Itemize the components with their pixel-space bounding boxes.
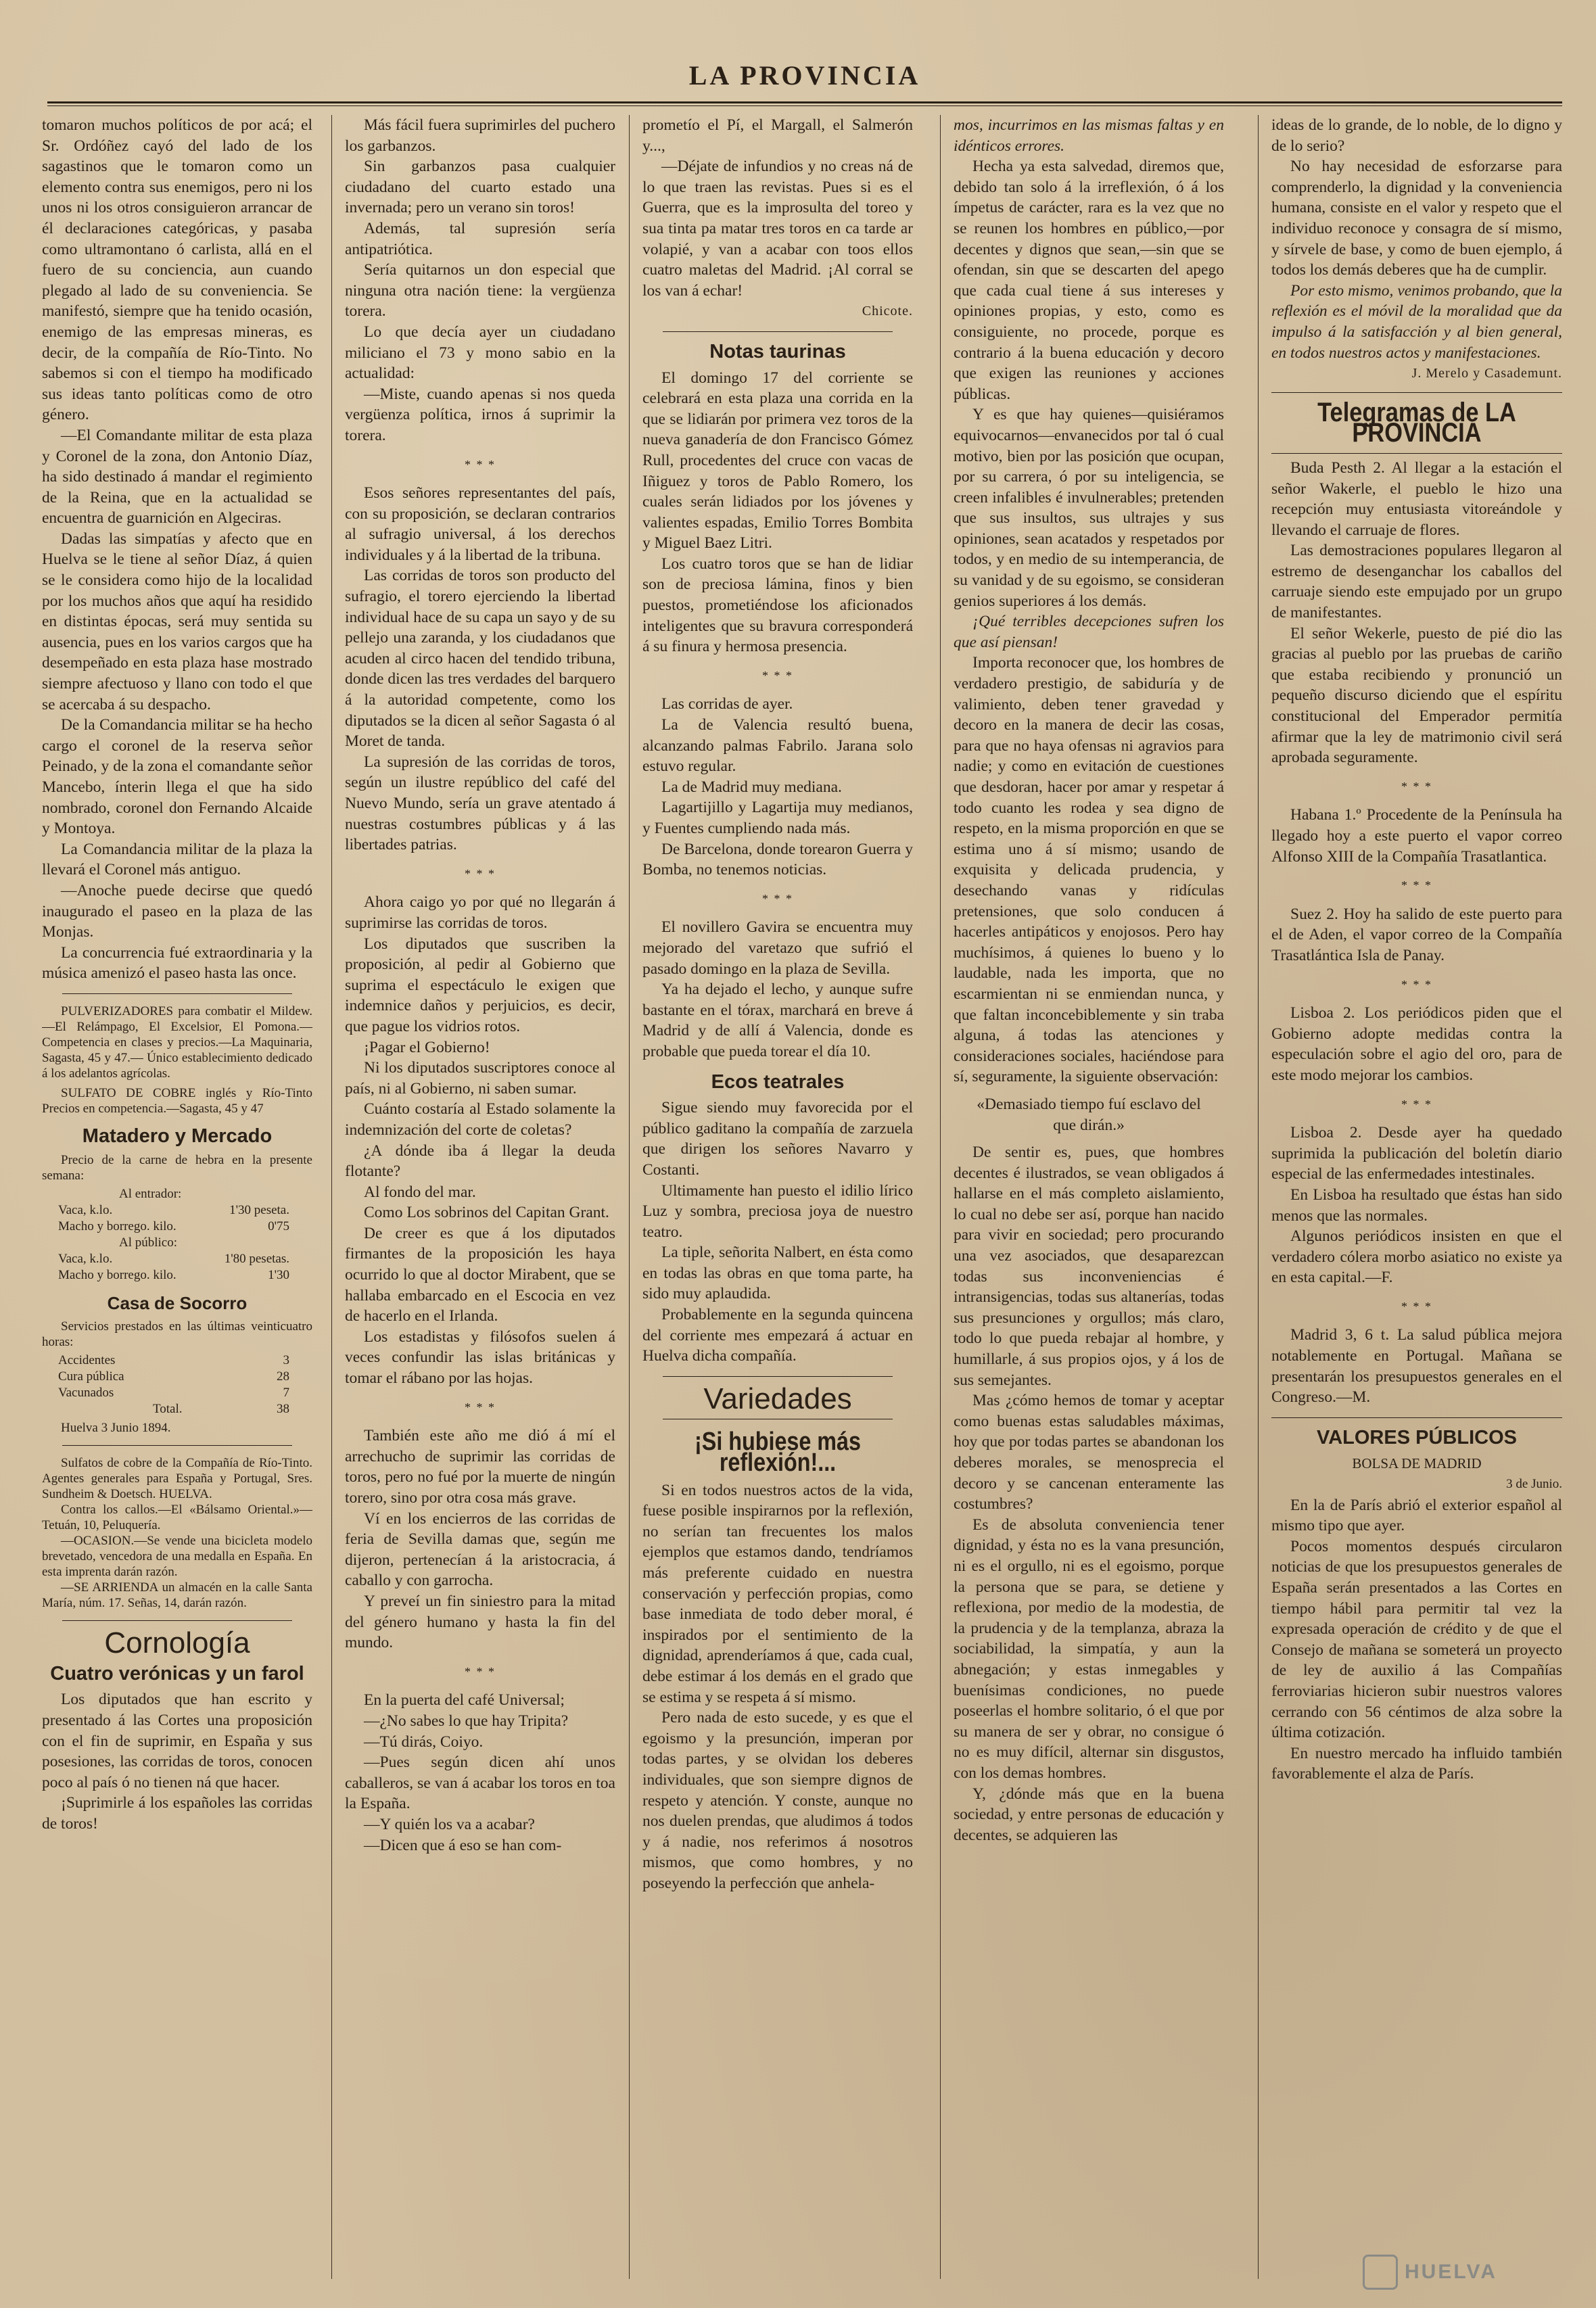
paragraph: El señor Wekerle, puesto de pié dio las gracias al pueblo por las pruebas de cariño que estaba recibiendo y pronunció un pequeño discurso diciendo que el espíritu constitucional del Emperador permitía afirmar que la ley de matrimonio civil será aprobada seguramente.: [1271, 624, 1562, 767]
paragraph: Esos señores representantes del país, con su proposición, se declaran contrarios al sufragio universal, á los derechos individuales y á la libertad de la tribuna.: [345, 484, 615, 564]
paragraph: Precio de la carne de hebra en la presente semana:: [42, 1152, 312, 1183]
paragraph: —Y quién los va a acabar?: [364, 1815, 535, 1833]
asterism: * * *: [1401, 878, 1432, 893]
advertisement: —OCASION.—Se vende una bicicleta modelo brevetado, vencedora de una medalla en España. En esta imprenta darán razón.: [42, 1534, 312, 1580]
column-2: [345, 115, 615, 2279]
paragraph: Cuánto costaría al Estado solamente la indemnización del corte de coletas?: [345, 1100, 615, 1139]
asterism: * * *: [465, 866, 496, 880]
paragraph: La concurrencia fué extraordinaria y la música amenizó el paseo hasta las once.: [42, 943, 312, 983]
paragraph: Los cuatro toros que se han de lidiar son de preciosa lámina, finos y bien puestos, prometiéndose los aficionados inteligentes que su bravura corresponderá á su finura y hermosa presencia.: [642, 555, 913, 656]
paragraph: También este año me dió á mí el arrechucho de suprimir las corridas de toros, pero no fué por la muerte de ningún torero, sino por otra cosa más grave.: [345, 1427, 615, 1507]
paragraph: Lisboa 2. Los periódicos piden que el Gobierno adopte medidas contra la especulación sobre el agio del oro, para de este modo mejorar los cambios.: [1271, 1004, 1562, 1084]
article-title: ¡Si hubiese más reflexión!...: [695, 1428, 861, 1478]
paragraph: La de Madrid muy mediana.: [661, 778, 842, 796]
section-heading: Matadero y Mercado: [82, 1125, 273, 1147]
paragraph: Los diputados que suscriben la proposición, al pedir al Gobierno que suprima el espectáculo le exigen que indemnice daños y perjuicios, es decir, que pague los vidrios rotos.: [345, 935, 615, 1035]
divider: [663, 331, 893, 332]
paragraph: La de Valencia resultó buena, alcanzando palmas Fabrilo. Jarana solo estuvo regular.: [642, 716, 913, 776]
paragraph: —Tú dirás, Coiyo.: [364, 1733, 484, 1751]
paragraph: La supresión de las corridas de toros, según un ilustre repúblico del café del Nuevo Mundo, sería un grave atentado á nuestras costumbres públicas y á las libertades patrias.: [345, 753, 615, 854]
divider: [1271, 453, 1562, 454]
asterism: * * *: [1401, 1097, 1432, 1111]
paragraph: De Barcelona, donde torearon Guerra y Bomba, no tenemos noticias.: [642, 840, 913, 879]
dateline: 3 de Junio.: [1506, 1477, 1562, 1492]
table-value: 1'30 peseta.: [229, 1202, 289, 1217]
paragraph: ¡Qué terribles decepciones sufren los que así piensan!: [954, 613, 1224, 651]
advertisement: PULVERIZADORES para combatir el Mildew.—El Relámpago, El Excelsior, El Pomona.—Competencia en clases y precios.—La Maquinaria, Sagasta, 45 y 47.— Único establecimiento dedicado á los adelantos agrícolas.: [42, 1004, 312, 1081]
table-value: 1'80 pesetas.: [224, 1251, 289, 1266]
paragraph: Si en todos nuestros actos de la vida, fuese posible inspirarnos por la reflexión, no serían tan frecuentes los malos ejemplos que estamos dando, tendríamos más preferente cuidado en nuestra conservación y perfección propias, como base inmediata de todo deber moral, é inspirados por el sentimiento de la dignidad, aprenderíamos á que, cada cual, debe estimar á los demás en el grado que se estima y se respeta á sí mismo.: [642, 1481, 913, 1706]
paragraph: prometío el Pí, el Margall, el Salmerón y...,: [642, 116, 913, 155]
paragraph: Servicios prestados en las últimas veinticuatro horas:: [42, 1319, 312, 1350]
section-heading: Cornología: [104, 1626, 250, 1660]
paragraph: ¡Suprimirle á los españoles las corridas de toros!: [42, 1794, 312, 1833]
paragraph: ¿A dónde iba á llegar la deuda flotante?: [345, 1141, 615, 1181]
table-value: 28: [277, 1369, 289, 1384]
divider: [1271, 392, 1562, 393]
table-label: Vaca, k.lo.: [58, 1202, 113, 1217]
table-value: 38: [277, 1402, 289, 1417]
paragraph: De sentir es, pues, que hombres decentes é ilustrados, se vean obligados á hallarse en el más completo aislamiento, lo cual no debe ser así, porque han nacido para vivir en sociedad; pero procurando una vez asociados, que desaparezcan todas sus inconveniencias é intransigencias, todas sus altanerías, todas sus presunciones y orgullos; más claro, todo lo que pueda rebajar al hombre, y humillarle, á sus propios ojos, y á los de sus semejantes.: [954, 1144, 1224, 1389]
paragraph: —El Comandante militar de esta plaza y Coronel de la zona, don Antonio Díaz, ha sido destinado á mandar el regimiento de la Reina, que en la actualidad se encuentra de guarnición en Algeciras.: [42, 426, 312, 527]
archive-watermark: [1363, 2252, 1559, 2292]
advertisement: —SE ARRIENDA un almacén en la calle Santa María, núm. 17. Señas, 14, darán razón.: [42, 1580, 312, 1611]
paragraph: Madrid 3, 6 t. La salud pública mejora notablemente en Portugal. Mañana se presentarán los presupuestos generales en el Congreso.—M.: [1271, 1326, 1562, 1407]
masthead-rule: [47, 101, 1562, 106]
archive-logo-icon: [1363, 2255, 1398, 2290]
paragraph: Los diputados que han escrito y presentado á las Cortes una proposición con el fin de suprimir, en España y sus posesiones, las corridas de toros, conocen poco al país ó no tienen ná que hacer.: [42, 1691, 312, 1791]
divider: [663, 1376, 893, 1377]
advertisement: Sulfatos de cobre de la Compañía de Río-Tinto. Agentes generales para España y Portugal, Sres. Sundheim & Doetsch. HUELVA.: [42, 1456, 312, 1502]
paragraph: Ultimamente han puesto el idilio lírico Luz y sombra, preciosa joya de nuestro teatro.: [642, 1181, 913, 1241]
paragraph: —Anoche puede decirse que quedó inaugurado el paseo en la plaza de las Monjas.: [42, 881, 312, 941]
paragraph: Algunos periódicos insisten en que el verdadero cólera morbo asiatico no existe ya en esta capital.—F.: [1271, 1227, 1562, 1287]
article-title: Cuatro verónicas y un farol: [50, 1662, 304, 1685]
signature: Chicote.: [862, 304, 913, 319]
column-1: [42, 115, 312, 2279]
paragraph: En Lisboa ha resultado que éstas han sido menos que las normales.: [1271, 1185, 1562, 1225]
paragraph: Lo que decía ayer un ciudadano miliciano el 73 y mono sabio en la actualidad:: [345, 323, 615, 383]
paragraph: —¿No sabes lo que hay Tripita?: [364, 1712, 569, 1730]
paragraph: En la puerta del café Universal;: [364, 1691, 565, 1710]
column-5: [1271, 115, 1562, 2279]
paragraph: Como Los sobrinos del Capitan Grant.: [364, 1204, 609, 1222]
paragraph: Ví en los encierros de las corridas de feria de Sevilla damas que, según me dijeron, pertenecían á la aristocracia, á caballo y con garrocha.: [345, 1509, 615, 1590]
paragraph: El domingo 17 del corriente se celebrará en esta plaza una corrida en la que se lidiarán por primera vez toros de la nueva ganadería de don Francisco Gómez Rull, procedentes del cruce con vacas de Iñiguez y toros de Pablo Romero, los cuales serán lidiados por los jóvenes y valientes espadas, Emilio Torres Bombita y Miguel Baez Litri.: [642, 369, 913, 552]
paragraph: Dadas las simpatías y afecto que en Huelva se le tiene al señor Díaz, á quien se le considera como hijo de la localidad por los muchos años que aquí ha residido en distintas épocas, será muy sentida su ausencia, pues en los varios cargos que ha desempeñado en esta plaza hase mostrado siempre afectuoso y llano con todo el que se acercaba á su despacho.: [42, 529, 312, 713]
column-4: [954, 115, 1224, 2279]
column-divider: [629, 115, 630, 2279]
table-label: Total.: [153, 1402, 183, 1417]
paragraph: El novillero Gavira se encuentra muy mejorado del varetazo que sufrió el pasado domingo en la plaza de Sevilla.: [642, 918, 913, 978]
paragraph: tomaron muchos políticos de por acá; el Sr. Ordóñez cayó del lado de los sagastinos que le tomaron como un elemento contra sus enemigos, pero ni los unos ni los otros consiguieron arrancar de él declaraciones categóricas, y pasaba como ultramontano ó carlista, allá en el fuero de su conciencia, aun cuando plegado al lado de su conveniencia. Se manifestó, siempre que ha tenido ocasión, enemigo de las empresas mineras, es decir, de la compañía de Río-Tinto. No sabemos si con el tiempo ha modificado sus ideas tanto políticas como de otro género.: [42, 116, 312, 424]
paragraph: De creer es que á los diputados firmantes de la proposición les haya ocurrido lo que al doctor Mirabent, que se hallaba embarcado en el Escocia en vez de hacerlo en el Irlanda.: [345, 1224, 615, 1325]
paragraph: ¡Pagar el Gobierno!: [364, 1038, 490, 1056]
paragraph: En la de París abrió el exterior español al mismo tipo que ayer.: [1271, 1496, 1562, 1535]
paragraph: Más fácil fuera suprimirles del puchero los garbanzos.: [345, 116, 615, 155]
table-value: 1'30: [268, 1267, 289, 1282]
paragraph: No hay necesidad de esforzarse para comprenderlo, la dignidad y la conveniencia humana, consiste en el valor y respeto que el individuo reconoce y consagra de sí mismo, y sírvele de base, y como de buen ejemplo, á todos los demás deberes que ha de cumplir.: [1271, 158, 1562, 279]
quotation: «Demasiado tiempo fuí esclavo del que dirán.»: [977, 1095, 1201, 1134]
signature: J. Merelo y Casademunt.: [1411, 366, 1562, 381]
paragraph: Las corridas de ayer.: [661, 695, 793, 713]
paragraph: Importa reconocer que, los hombres de verdadero prestigio, de sabiduría y de valimiento, deben tener gravedad y decoro en la manera de decir las cosas, para que no haya ofensas ni agravios para nadie; y como en evitación de cuestiones que desdoran, hacer por amar y respetar á todo cuanto les rodea y sea digno de respeto, en la misma proporción en que se estima uno á sí mismo; usando de exquisita y delicada prudencia, y desechando vanas y ridículas pretensiones, que solo conducen á hacerles antipáticos y enojosos. Pero hay muchísimos, á quienes lo bueno y lo laudable, nada les importa, que no escarmientan ni se enmiendan nunca, y que faltan inconcebiblemente y sin traba alguna, á todas las atenciones y consideraciones sociales, haciéndose para sí, seguramente, la siguiente observación:: [954, 654, 1224, 1086]
paragraph: En nuestro mercado ha influido también favorablemente el alza de París.: [1271, 1744, 1562, 1783]
section-heading: Casa de Socorro: [107, 1292, 248, 1313]
price-table: [42, 1186, 312, 1283]
paragraph: La Comandancia militar de la plaza la llevará el Coronel más antiguo.: [42, 840, 312, 879]
masthead: LA PROVINCIA: [688, 60, 921, 91]
paragraph: Lisboa 2. Desde ayer ha quedado suprimida la publicación del boletín diario especial de las enfermedades intestinales.: [1271, 1124, 1562, 1183]
paragraph: Las demostraciones populares llegaron al estremo de desenganchar los caballos del carruaje siendo este empujado por un grupo de manifestantes.: [1271, 542, 1562, 622]
asterism: * * *: [762, 668, 793, 682]
paragraph: Ni los diputados suscriptores conoce al país, ni al Gobierno, ni saben sumar.: [345, 1059, 615, 1098]
socorro-table: [42, 1352, 312, 1417]
paragraph: Ya ha dejado el lecho, y aunque sufre bastante en el tórax, marchará en breve á Madrid y de allí á Valencia, donde es probable que pueda torear el día 10.: [642, 981, 913, 1060]
table-value: 0'75: [268, 1219, 289, 1233]
column-3: [642, 115, 913, 2279]
section-heading: Telegramas de LA PROVINCIA: [1317, 397, 1516, 448]
paragraph: Sin garbanzos pasa cualquier ciudadano del cuarto estado una invernada; pero un verano sin toros!: [345, 158, 615, 217]
paragraph: ideas de lo grande, de lo noble, de lo digno y de lo serio?: [1271, 116, 1562, 155]
paragraph: Es de absoluta conveniencia tener dignidad, y ésta no es la vana presunción, ni es el orgullo, ni es el egoismo, porque la persona que se para, se detiene y reflexiona, por medio de la modestia, de la prudencia y de la templanza, abraza la sociabilidad, la simpatía, y aun la abnegación; y estas inmegables y buenísimas condiciones, no puede poseerlas el hombre solitario, ó el que por su manera de ser y obrar, no consigue ó no es muy difícil, alternar sin disgustos, con los demas hombres.: [954, 1515, 1224, 1782]
table-label: Macho y borrego. kilo.: [58, 1267, 177, 1282]
paragraph: Y, ¿dónde más que en la buena sociedad, y entre personas de educación y decentes, se adquieren las: [954, 1785, 1224, 1844]
paragraph: Habana 1.º Procedente de la Península ha llegado hoy a este puerto el vapor correo Alfonso XIII de la Compañía Trasatlantica.: [1271, 806, 1562, 866]
table-value: 3: [283, 1353, 289, 1368]
divider: [1271, 1417, 1562, 1418]
table-label: Vaca, k.lo.: [58, 1251, 113, 1266]
asterism: * * *: [1401, 977, 1432, 991]
paragraph: Ahora caigo yo por qué no llegarán á suprimirse las corridas de toros.: [345, 893, 615, 932]
paragraph: De la Comandancia militar se ha hecho cargo el coronel de la reserva señor Peinado, y de la zona el comandante señor Mancebo, ínterin llega el que ha sido nombrado, coronel don Fernando Alcaide y Montoya.: [42, 716, 312, 838]
paragraph: Y preveí un fin siniestro para la mitad del género humano y hasta la fin del mundo.: [345, 1592, 615, 1652]
section-heading: Notas taurinas: [709, 340, 846, 362]
paragraph: Sería quitarnos un don especial que ninguna otra nación tiene: la vergüenza torera.: [345, 261, 615, 321]
table-label: Accidentes: [58, 1353, 116, 1368]
dateline: Huelva 3 Junio 1894.: [61, 1421, 171, 1436]
divider: [62, 993, 292, 994]
divider: [62, 1445, 292, 1446]
table-label: Al entrador:: [119, 1186, 182, 1201]
asterism: * * *: [465, 1664, 496, 1678]
asterism: * * *: [465, 1400, 496, 1414]
asterism: * * *: [1401, 1299, 1432, 1313]
asterism: * * *: [1401, 779, 1432, 793]
paragraph: Pocos momentos después circularon noticias de que los presupuestos generales de España serán presentados a las Cortes en tiempo hábil para permitir tal vez la expresada operación de crédito y de que el Consejo de mañana se someterá un proyecto de ley de auxilio á las Compañías ferroviarias hicieron subir nuestros valores cerrando con 56 céntimos de alza sobre la última cotización.: [1271, 1537, 1562, 1742]
paragraph: La tiple, señorita Nalbert, en ésta como en todas las obras en que toma parte, ha sido muy aplaudida.: [642, 1244, 913, 1303]
paragraph: Además, tal supresión sería antipatriótica.: [345, 219, 615, 258]
subheading: BOLSA DE MADRID: [1352, 1455, 1482, 1472]
table-label: Cura pública: [58, 1369, 124, 1384]
paragraph: mos, incurrimos en las mismas faltas y en idénticos errores.: [954, 116, 1224, 155]
paragraph: Lagartijillo y Lagartija muy medianos, y Fuentes cumpliendo nada más.: [642, 799, 913, 837]
paragraph: Suez 2. Hoy ha salido de este puerto para el de Aden, el vapor correo de la Compañía Trasatlántica Isla de Panay.: [1271, 905, 1562, 964]
column-divider: [1258, 115, 1259, 2279]
paragraph: —Pues según dicen ahí unos caballeros, se van á acabar los toros en toa la España.: [345, 1753, 615, 1813]
paragraph: Hecha ya esta salvedad, diremos que, debido tan solo á la irreflexión, ó á los ímpetus de carácter, rara es la vez que no se reunen los hombres en público,—por decentes y dignos que sean,—sin que se ofendan, sin que se descarten del apego que cada cual tiene á sus intereses y opiniones propias, y esto, como es consiguiente, no procede, porque es contrario á la buena educación y decoro que exigen las reuniones y acciones públicas.: [954, 158, 1224, 403]
section-heading: Ecos teatrales: [711, 1070, 845, 1093]
paragraph: Probablemente en la segunda quincena del corriente mes empezará á actuar en Huelva dicha compañía.: [642, 1306, 913, 1365]
paragraph: Buda Pesth 2. Al llegar a la estación el señor Wakerle, el pueblo le hizo una recepción muy entusiasta vitoreándole y llevando el carruaje de flores.: [1271, 458, 1562, 539]
section-heading: Variedades: [703, 1382, 852, 1415]
table-label: Al público:: [119, 1235, 178, 1250]
watermark-text: HUELVA: [1405, 2261, 1497, 2283]
paragraph: Al fondo del mar.: [364, 1183, 476, 1201]
paragraph: Pero nada de esto sucede, y es que el egoismo y la presunción, imperan por todas partes, y se olvidan los deberes individuales, que son siempre dignos de respeto y atención. Y conste, aunque no nos duelen prendas, que aludimos á todos y á nadie, nos referimos á nosotros mismos, que como hombres, y no poseyendo la perfección que anhela-: [642, 1709, 913, 1892]
paragraph: —Déjate de infundios y no creas ná de lo que traen las revistas. Pues si es el Guerra, que es la improsulta del toreo y sua tinta pa matar tres toros en ca tarde ar volapié, y van a acabar con toos ellos cuatro maletas del Madrid. ¡Al corral se los van á echar!: [642, 158, 913, 300]
paragraph: Los estadistas y filósofos suelen á veces confundir las islas británicas y tomar el rábano por las hojas.: [345, 1327, 615, 1388]
paragraph: Sigue siendo muy favorecida por el público gaditano la compañía de zarzuela que dirigen los señores Navarro y Costanti.: [642, 1099, 913, 1179]
paragraph: —Miste, cuando apenas si nos queda vergüenza política, irnos á suprimir la torera.: [345, 385, 615, 444]
advertisement: Contra los callos.—El «Bálsamo Oriental.»—Tetuán, 10, Peluquería.: [42, 1503, 312, 1533]
paragraph: —Dicen que á eso se han com-: [364, 1836, 562, 1854]
paragraph: Y es que hay quienes—quisiéramos equivocarnos—envanecidos por tal ó cual motivo, bien por las posición que ocupan, por su carrera, ó por su inteligencia, se creen infalibles é invulnerables; pretenden que sus insultos, sus ultrajes y sus opiniones, sean acatados y respetados por todos, y en medio de su intemperancia, de su vanidad y de su egoismo, se consideran genios superiores á los demás.: [954, 406, 1224, 610]
divider: [62, 1620, 292, 1621]
paragraph: Las corridas de toros son producto del sufragio, el torero ejerciendo la libertad individual hace de su capa un sayo y de su pellejo una zaranda, y los ciudadanos que acuden al circo hacen del tendido tribuna, donde dicen las tres verdades del barquero á la autoridad competente, como los diputados se la dicen al señor Sagasta ó al Moret de tanda.: [345, 567, 615, 751]
table-value: 7: [283, 1386, 289, 1400]
table-label: Macho y borrego. kilo.: [58, 1219, 177, 1233]
column-divider: [331, 115, 332, 2279]
section-heading: VALORES PÚBLICOS: [1317, 1426, 1517, 1449]
paragraph: Mas ¿cómo hemos de tomar y aceptar como buenas estas saludables máximas, hoy que por todas partes se abandonan los deberes morales, se menosprecia el decoro y se cancenan enteramente las costumbres?: [954, 1392, 1224, 1513]
advertisement: SULFATO DE COBRE inglés y Río-Tinto Precios en competencia.—Sagasta, 45 y 47: [42, 1085, 312, 1116]
table-label: Vacunados: [58, 1386, 114, 1400]
column-divider: [940, 115, 941, 2279]
asterism: * * *: [762, 891, 793, 905]
asterism: * * *: [465, 457, 496, 471]
paragraph: Por esto mismo, venimos probando, que la reflexión es el móvil de la moralidad que da impulso á la satisfacción y al bien general, en todos nuestros actos y manifestaciones.: [1271, 281, 1562, 362]
